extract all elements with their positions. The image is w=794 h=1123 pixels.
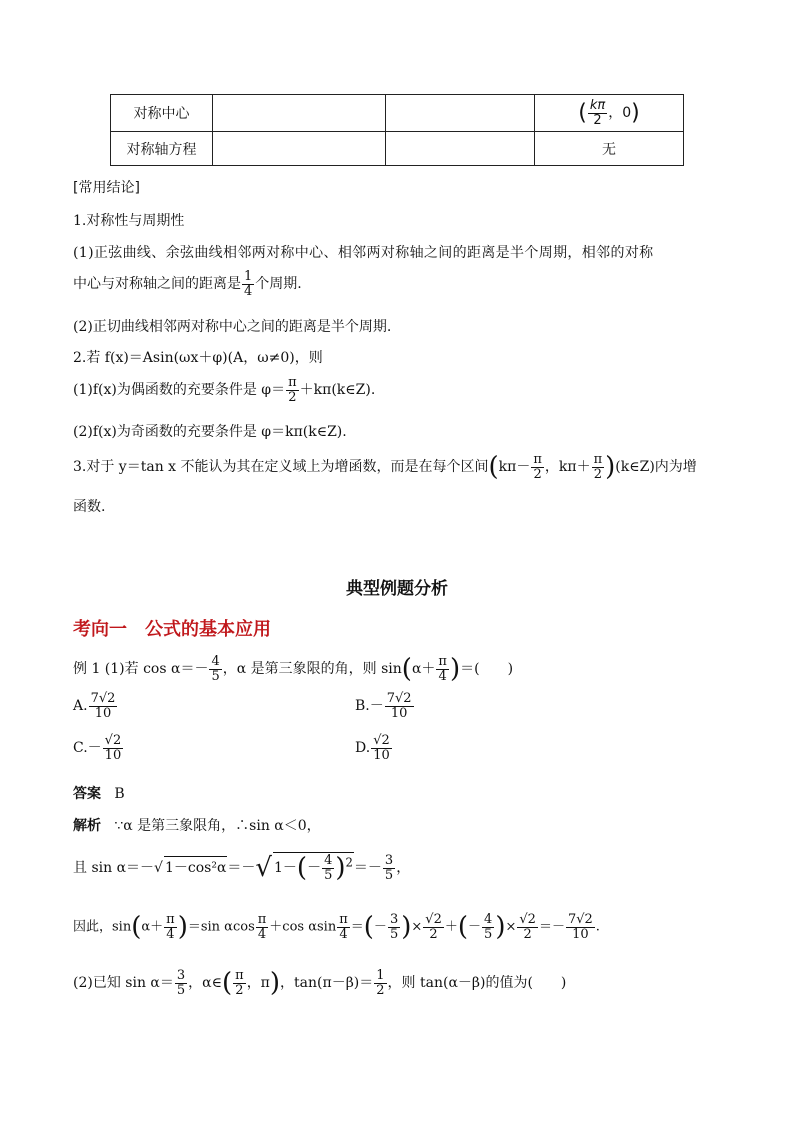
frac-num: 3 xyxy=(389,911,399,927)
option-b xyxy=(355,692,415,720)
option-label: A. xyxy=(73,698,88,715)
frac-den: 4 xyxy=(438,668,447,684)
frac-den: 2 xyxy=(429,926,438,942)
frac-den: 2 xyxy=(533,466,542,482)
frac-num: π xyxy=(339,911,348,927)
item2-p2: (2)f(x)为奇函数的充要条件是 φ＝kπ(k∈Z). xyxy=(73,424,347,440)
text: ＋cos αsin xyxy=(269,919,337,935)
example1-question: 例 1 (1)若 cos α＝－ $\frac{4}{5}$ ，α 是第三象限的角，则 sin(α＋ $\frac{\pi}{4}$ )＝( ) xyxy=(73,653,514,684)
cell-tan-center: ( $\frac{k\pi}{2}$ ，0) xyxy=(535,95,684,132)
text: ＋ xyxy=(444,919,458,935)
text: × xyxy=(411,919,423,935)
text: α＋ xyxy=(141,919,164,935)
frac-num: 4 xyxy=(484,911,493,927)
frac-num: √2 xyxy=(519,911,536,927)
sqrt-content: 1－(－ $\frac{4}{5}$ )$^2$ xyxy=(273,852,353,883)
option-label: B.－ xyxy=(355,698,384,715)
frac-num: √2 xyxy=(425,911,442,927)
frac-den: 10 xyxy=(390,705,408,721)
frac-den: 2 xyxy=(593,112,602,128)
center-tail: ，0 xyxy=(608,105,632,121)
frac-num: 4 xyxy=(324,852,333,868)
item1-p1-line2 xyxy=(73,270,302,298)
kaoxiang-title: 考向一 公式的基本应用 xyxy=(73,619,271,640)
frac-num: π xyxy=(438,653,447,669)
option-a xyxy=(73,692,118,720)
frac-den: 4 xyxy=(244,283,253,299)
frac-den: 5 xyxy=(389,926,399,942)
frac-den: 4 xyxy=(166,926,175,942)
text: 且 sin α＝－ xyxy=(73,860,155,876)
example1-question2: (2)已知 sin α＝ $\frac{3}{5}$ ，α∈( $\frac{\pi}{2}$ ，π)，tan(π－β)＝ $\frac{1}{2}$ ，则 tan(α－β)的值为( ) xyxy=(73,967,567,998)
frac-den: 5 xyxy=(176,982,186,998)
cell-empty xyxy=(213,132,386,166)
frac-num: 3 xyxy=(176,967,186,983)
frac-den: 10 xyxy=(104,747,122,763)
frac-num: π xyxy=(593,451,603,467)
frac-num: π xyxy=(533,451,542,467)
frac-den: 5 xyxy=(324,867,333,883)
item1-title: 1.对称性与周期性 xyxy=(73,213,185,229)
analysis-line3: 因此，sin(α＋ $\frac{\pi}{4}$ )＝sin αcos $\frac{\pi}{4}$ ＋cos αsin $\frac{\pi}{4}$ ＝(－ $\frac{3}{5}$ )× $\frac{√2}{2}$ ＋(－ $\frac{4}{5}$ )× $\frac{√2}{2}$ ＝－ $\frac{7√2}{10}$ . xyxy=(73,911,600,942)
text: kπ－ xyxy=(498,459,531,475)
item1-p2: (2)正切曲线相邻两对称中心之间的距离是半个周期. xyxy=(73,319,392,335)
text: ＝( ) xyxy=(460,661,514,677)
frac-num: π xyxy=(166,911,175,927)
frac-num: π xyxy=(288,375,297,390)
analysis-line1 xyxy=(73,815,321,835)
analysis-label: 解析 xyxy=(73,818,101,834)
text: ＝－ xyxy=(353,860,382,876)
text: α＋ xyxy=(411,661,436,677)
option-label: C.－ xyxy=(73,740,102,757)
text: × xyxy=(505,919,517,935)
text: ＝sin αcos xyxy=(187,919,255,935)
frac-den: 5 xyxy=(211,668,220,684)
text: ＝ xyxy=(350,919,364,935)
text: . xyxy=(595,919,600,935)
frac-den: 2 xyxy=(376,982,385,998)
answer-label: 答案 xyxy=(73,786,101,802)
cell-tan-axis: 无 xyxy=(535,132,684,166)
sqrt-content: 1－cos²α xyxy=(164,856,227,877)
text: 3.对于 y＝tan x 不能认为其在定义域上为增函数，而是在每个区间 xyxy=(73,459,489,475)
symmetry-table xyxy=(110,94,684,166)
item3-line1: 3.对于 y＝tan x 不能认为其在定义域上为增函数，而是在每个区间(kπ－ $\frac{\pi}{2}$ ，kπ＋ $\frac{\pi}{2}$ )(k∈Z)内为增 xyxy=(73,451,697,482)
option-label: D. xyxy=(355,740,371,757)
text: ，tan(π－β)＝ xyxy=(280,975,374,991)
frac-num: π xyxy=(235,967,244,983)
text: ， xyxy=(396,860,411,876)
frac-den: 10 xyxy=(94,705,112,721)
text: 例 1 (1)若 cos α＝－ xyxy=(73,661,209,677)
frac-num: √2 xyxy=(373,733,390,748)
text: ＋kπ(k∈Z). xyxy=(299,382,376,399)
item3-line2: 函数. xyxy=(73,499,106,515)
text: ，α 是第三象限的角，则 sin xyxy=(222,661,402,677)
frac-den: 2 xyxy=(593,466,602,482)
text: 因此，sin xyxy=(73,919,132,935)
text: 1－ xyxy=(273,860,297,876)
text: (2)已知 sin α＝ xyxy=(73,975,174,991)
text: (k∈Z)内为增 xyxy=(615,459,697,475)
frac-den: 2 xyxy=(235,982,244,998)
answer-line xyxy=(73,783,125,803)
frac-num: kπ xyxy=(589,97,606,113)
frac-num: 3 xyxy=(384,852,394,868)
frac-num: 7√2 xyxy=(386,691,412,706)
frac-num: 4 xyxy=(211,653,220,669)
item2-p1 xyxy=(73,376,375,404)
text: 个周期. xyxy=(255,276,302,293)
analysis-line2: 且 sin α＝－√ 1－cos²α＝－√ 1－(－ $\frac{4}{5}$ )$^2$＝－ $\frac{3}{5}$ ， xyxy=(73,852,411,883)
cell-empty xyxy=(386,95,535,132)
conclusions-heading: [常用结论] xyxy=(73,180,140,196)
frac-num: 1 xyxy=(376,967,385,983)
frac-num: √2 xyxy=(104,733,122,748)
item1-p1-line1: (1)正弦曲线、余弦曲线相邻两对称中心、相邻两对称轴之间的距离是半个周期，相邻的对称 xyxy=(73,245,654,261)
frac-num: 1 xyxy=(244,269,253,284)
frac-den: 5 xyxy=(484,926,493,942)
text: ，kπ＋ xyxy=(544,459,591,475)
row-label-symmetry-center: 对称中心 xyxy=(111,95,213,132)
option-c xyxy=(73,734,124,762)
frac-den: 10 xyxy=(572,926,589,942)
frac-den: 4 xyxy=(257,926,267,942)
frac-den: 10 xyxy=(373,747,390,763)
text: ，α∈ xyxy=(188,975,222,991)
answer-value: B xyxy=(114,786,125,802)
frac-num: 7√2 xyxy=(90,691,116,706)
cell-empty xyxy=(213,95,386,132)
frac-den: 2 xyxy=(288,389,297,405)
item2-title: 2.若 f(x)＝Asin(ωx＋φ)(A，ω≠0)，则 xyxy=(73,350,323,366)
text: ，π xyxy=(246,975,270,991)
text: ＝－ xyxy=(227,860,256,876)
frac-den: 4 xyxy=(339,926,348,942)
section-title: 典型例题分析 xyxy=(346,579,448,599)
text: ∵α 是第三象限角，∴sin α＜0， xyxy=(114,818,321,834)
text: ＝－ xyxy=(538,919,565,935)
cell-empty xyxy=(386,132,535,166)
text: (1)f(x)为偶函数的充要条件是 φ＝ xyxy=(73,382,286,399)
option-d xyxy=(355,734,393,762)
text: 中心与对称轴之间的距离是 xyxy=(73,276,241,293)
frac-num: π xyxy=(257,911,267,927)
text: ，则 tan(α－β)的值为( ) xyxy=(387,975,567,991)
row-label-symmetry-axis: 对称轴方程 xyxy=(111,132,213,166)
frac-num: 7√2 xyxy=(567,911,593,927)
frac-den: 2 xyxy=(523,926,532,942)
frac-den: 5 xyxy=(384,867,394,883)
